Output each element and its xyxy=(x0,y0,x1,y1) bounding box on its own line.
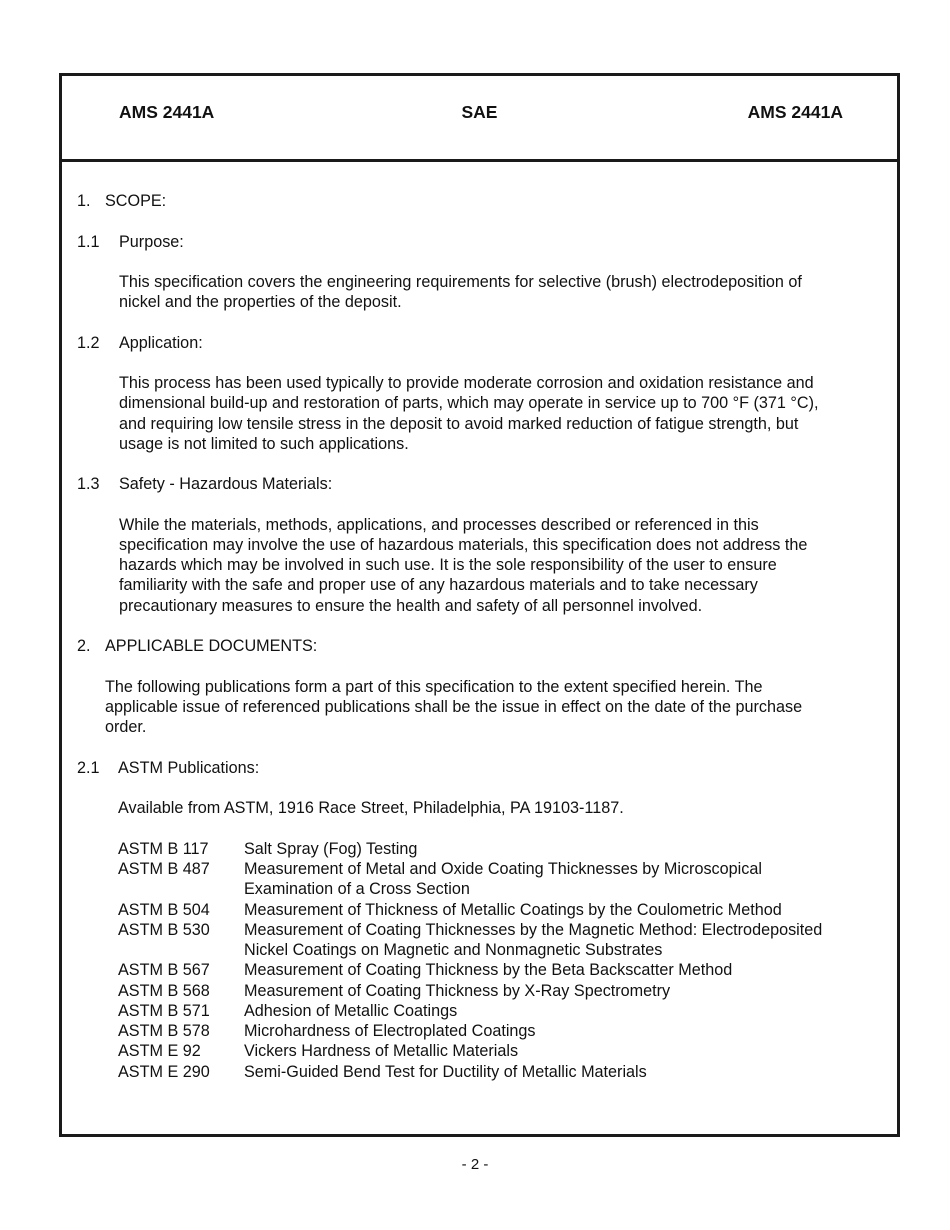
section-1-number: 1. xyxy=(77,192,91,210)
ref-code: ASTM B 567 xyxy=(118,961,210,979)
section-1-title: SCOPE: xyxy=(105,192,167,210)
page-frame xyxy=(59,73,900,1137)
ref-code: ASTM B 578 xyxy=(118,1022,210,1040)
section-1-3-line: familiarity with the safe and proper use of any hazardous materials and to take necessary xyxy=(119,576,758,594)
ref-title: Salt Spray (Fog) Testing xyxy=(244,840,418,858)
ref-code: ASTM E 290 xyxy=(118,1063,210,1081)
ref-code: ASTM E 92 xyxy=(118,1042,201,1060)
header-organization: SAE xyxy=(461,102,498,122)
ref-title: Measurement of Coating Thickness by the Beta Backscatter Method xyxy=(244,961,733,979)
section-1-2-line: dimensional build-up and restoration of parts, which may operate in service up to 700 °F (371 °C), xyxy=(119,394,819,412)
ref-code: ASTM B 117 xyxy=(118,840,209,858)
section-1-3-line: precautionary measures to ensure the health and safety of all personnel involved. xyxy=(119,597,703,615)
section-1-3-title: Safety - Hazardous Materials: xyxy=(119,475,333,493)
section-1-3-line: While the materials, methods, applications, and processes described or referenced in this xyxy=(119,516,759,534)
section-2-number: 2. xyxy=(77,637,91,655)
section-2-line: applicable issue of referenced publications shall be the issue in effect on the date of the purchase xyxy=(105,698,803,716)
page-number: - 2 - xyxy=(461,1156,489,1173)
section-2-1-title: ASTM Publications: xyxy=(118,759,260,777)
ref-code: ASTM B 530 xyxy=(118,921,210,939)
section-1-1-line: nickel and the properties of the deposit. xyxy=(119,293,402,311)
ref-title: Measurement of Thickness of Metallic Coatings by the Coulometric Method xyxy=(244,901,782,919)
ref-title: Microhardness of Electroplated Coatings xyxy=(244,1022,536,1040)
ref-title: Nickel Coatings on Magnetic and Nonmagnetic Substrates xyxy=(244,941,663,959)
section-2-title: APPLICABLE DOCUMENTS: xyxy=(105,637,318,655)
header-doc-number-left: AMS 2441A xyxy=(119,102,215,122)
section-1-2-line: This process has been used typically to provide moderate corrosion and oxidation resistance and xyxy=(119,374,814,392)
section-1-2-number: 1.2 xyxy=(77,334,100,352)
section-2-1-number: 2.1 xyxy=(77,759,100,777)
ref-title: Examination of a Cross Section xyxy=(244,880,470,898)
section-1-3-number: 1.3 xyxy=(77,475,100,493)
header-doc-number-right: AMS 2441A xyxy=(747,102,843,122)
ref-title: Measurement of Metal and Oxide Coating Thicknesses by Microscopical xyxy=(244,860,762,878)
section-1-3-line: hazards which may be involved in such use. It is the sole responsibility of the user to ensure xyxy=(119,556,777,574)
section-1-2-title: Application: xyxy=(119,334,203,352)
ref-code: ASTM B 504 xyxy=(118,901,210,919)
astm-availability: Available from ASTM, 1916 Race Street, Philadelphia, PA 19103-1187. xyxy=(118,799,624,817)
ref-title: Measurement of Coating Thicknesses by the Magnetic Method: Electrodeposited xyxy=(244,921,823,939)
ref-code: ASTM B 571 xyxy=(118,1002,210,1020)
section-1-1-line: This specification covers the engineering requirements for selective (brush) electrodeposition of xyxy=(119,273,802,291)
section-1-3-line: specification may involve the use of hazardous materials, this specification does not address the xyxy=(119,536,808,554)
section-1-1-title: Purpose: xyxy=(119,233,184,251)
ref-code: ASTM B 568 xyxy=(118,982,210,1000)
ref-title: Adhesion of Metallic Coatings xyxy=(244,1002,458,1020)
section-1-2-line: and requiring low tensile stress in the deposit to avoid marked reduction of fatigue strength, but xyxy=(119,415,799,433)
ref-title: Vickers Hardness of Metallic Materials xyxy=(244,1042,519,1060)
section-1-1-number: 1.1 xyxy=(77,233,100,251)
section-2-line: The following publications form a part of this specification to the extent specified herein. The xyxy=(105,678,763,696)
section-1-2-line: usage is not limited to such applications. xyxy=(119,435,409,453)
ref-title: Measurement of Coating Thickness by X-Ray Spectrometry xyxy=(244,982,671,1000)
page-header xyxy=(62,76,897,162)
section-2-line: order. xyxy=(105,718,147,736)
ref-title: Semi-Guided Bend Test for Ductility of Metallic Materials xyxy=(244,1063,647,1081)
ref-code: ASTM B 487 xyxy=(118,860,210,878)
